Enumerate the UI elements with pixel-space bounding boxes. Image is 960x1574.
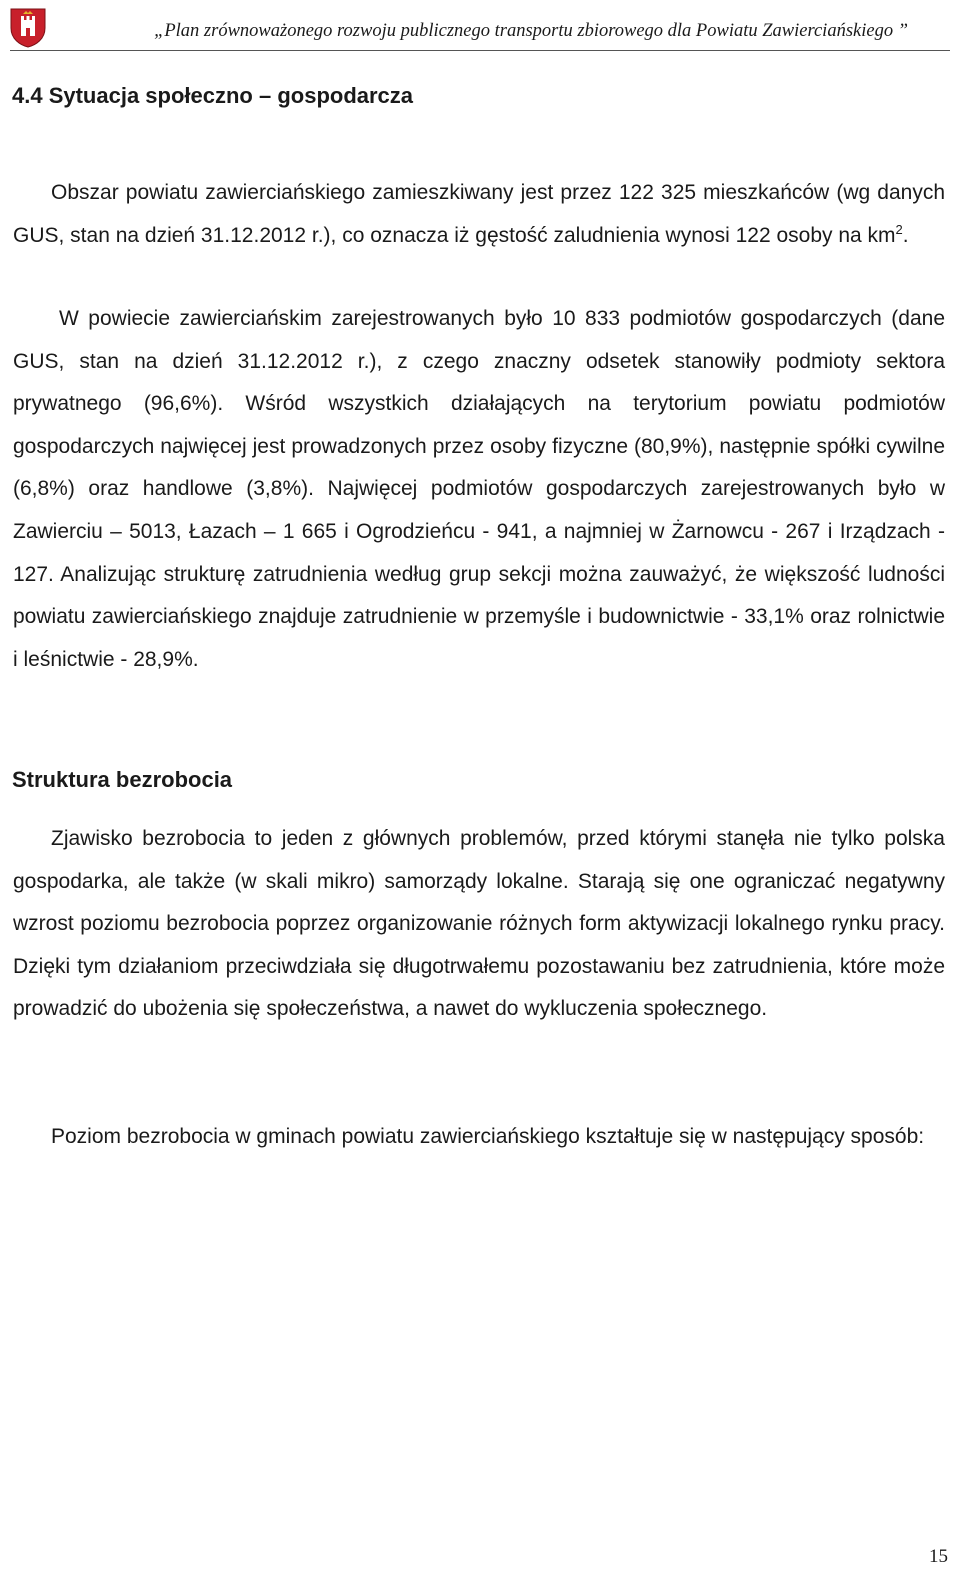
paragraph-population <box>13 172 945 257</box>
paragraph-unemployment-intro: Poziom bezrobocia w gminach powiatu zawierciańskiego kształtuje się w następujący sposób: <box>51 1125 925 1148</box>
coat-of-arms-icon <box>9 6 47 48</box>
page-header <box>0 0 960 50</box>
page-number: 15 <box>929 1546 948 1567</box>
subsection-heading: Struktura bezrobocia <box>12 767 233 792</box>
paragraph-unemployment: Zjawisko bezrobocia to jeden z głównych problemów, przed którymi stanęła nie tylko polska gospodarka, ale także (w skali mikro) samorządy lokalne. Starają się one ograniczać negatywny wzrost poziomu bezrobocia poprzez organizowanie różnych form aktywizacji lokalnego rynku pracy. Dzięki tym działaniom przeciwdziała się długotrwałemu pozostawaniu bez zatrudnienia, które może prowadzić do ubożenia się społeczeństwa, a nawet do wykluczenia społecznego. <box>13 827 945 1021</box>
section-heading: 4.4 Sytuacja społeczno – gospodarcza <box>12 83 414 108</box>
paragraph-population-end: . <box>902 223 909 247</box>
paragraph-population-text: Obszar powiatu zawierciańskiego zamieszkiwany jest przez 122 325 mieszkańców (wg danych GUS, stan na dzień 31.12.2012 r.), co oznacza iż gęstość zaludnienia wynosi 122 osoby na km <box>13 181 945 247</box>
header-divider <box>10 50 950 51</box>
paragraph-businesses: W powiecie zawierciańskim zarejestrowanych było 10 833 podmiotów gospodarczych (dane GUS, stan na dzień 31.12.2012 r.), z czego znaczny odsetek stanowiły podmioty sektora prywatnego (96,6%). Wśród wszystkich działających na terytorium powiatu podmiotów gospodarczych najwięcej jest prowadzonych przez osoby fizyczne (80,9%), następnie spółki cywilne (6,8%) oraz handlowe (3,8%). Najwięcej podmiotów gospodarczych zarejestrowanych było w Zawierciu – 5013, Łazach – 1 665 i Ogrodzieńcu - 941, a najmniej w Żarnowcu - 267 i Irządzach - 127. Analizując strukturę zatrudnienia według grup sekcji można zauważyć, że większość ludności powiatu zawierciańskiego znajduje zatrudnienie w przemyśle i budownictwie - 33,1% oraz rolnictwie i leśnictwie - 28,9%. <box>13 307 945 671</box>
document-running-title: „Plan zrównoważonego rozwoju publicznego transportu zbiorowego dla Powiatu Zawierciańskiego ” <box>154 21 908 41</box>
superscript-exponent: 2 <box>895 221 903 237</box>
